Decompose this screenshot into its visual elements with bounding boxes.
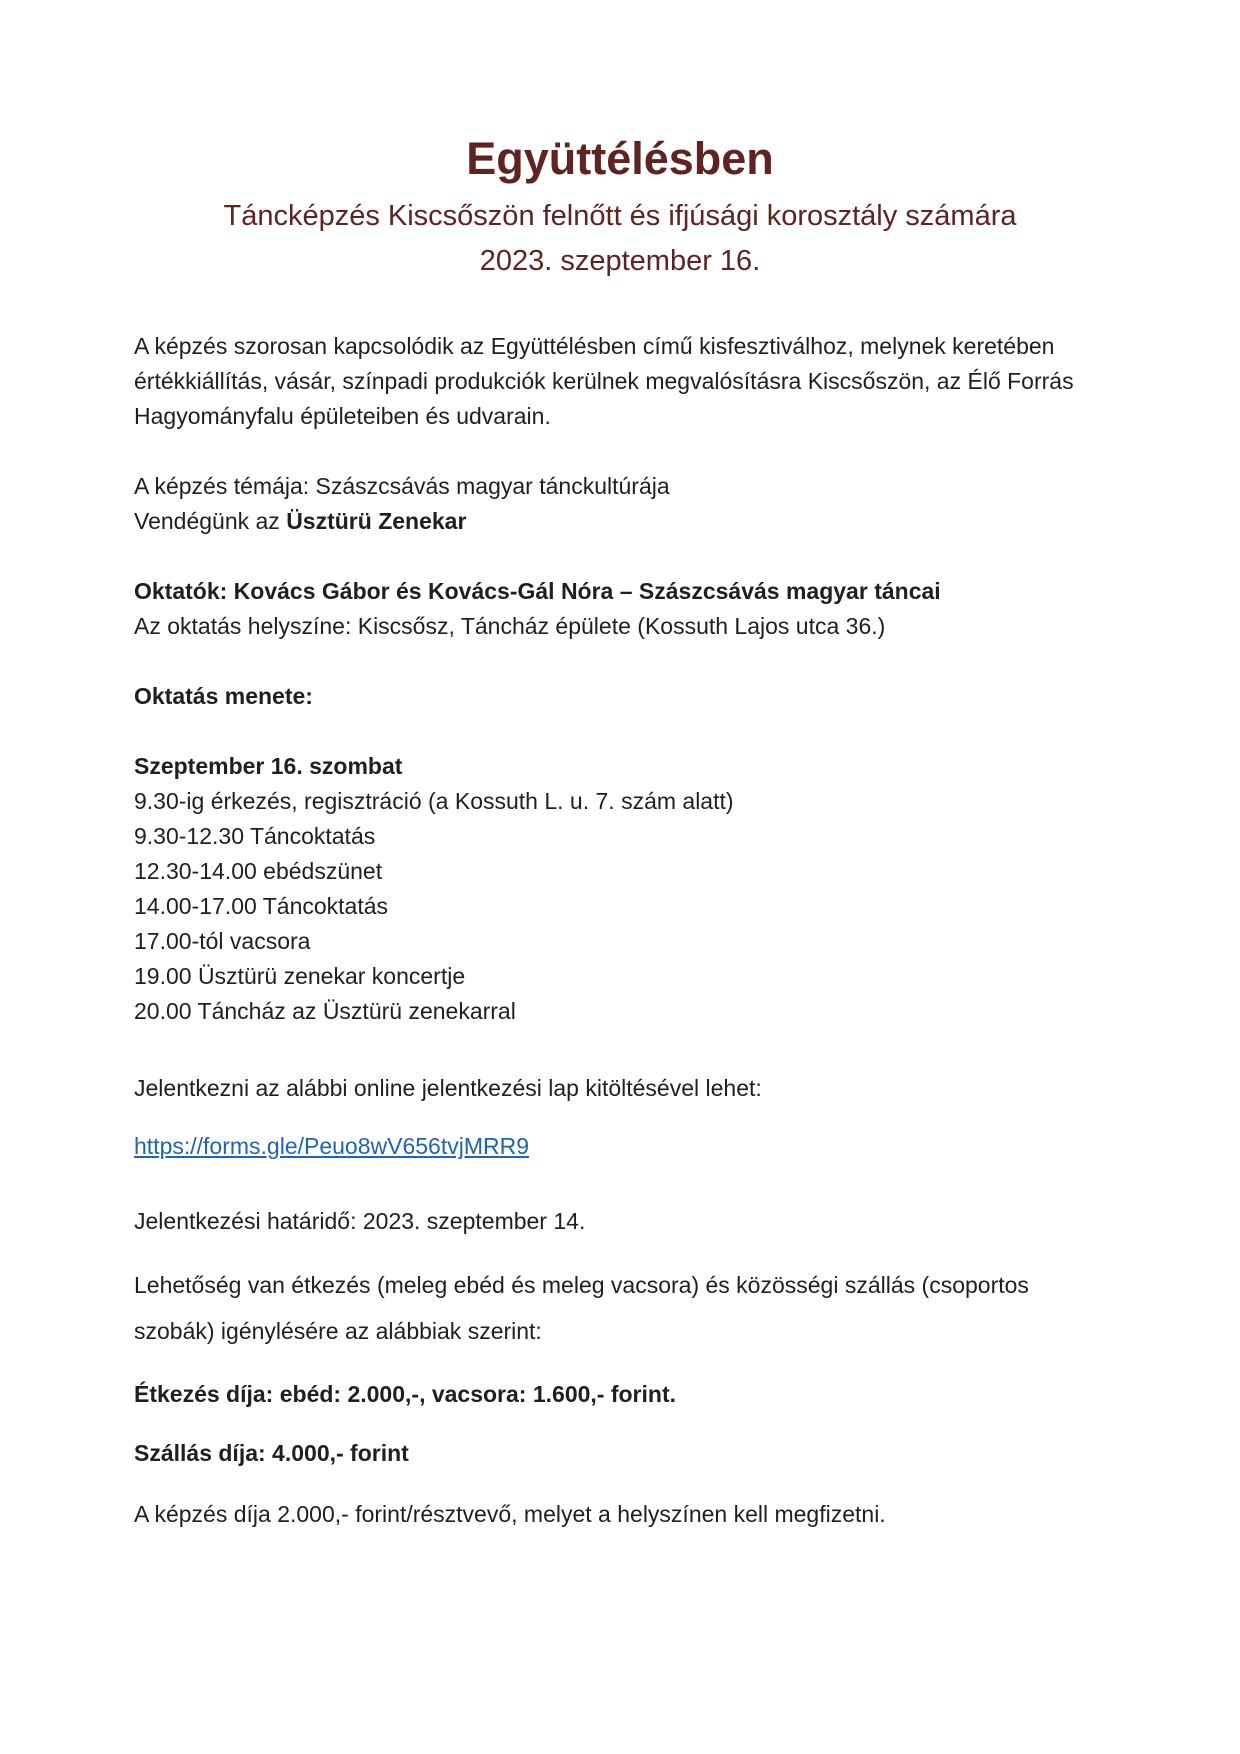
training-fee-line: A képzés díja 2.000,- forint/résztvevő, melyet a helyszínen kell megfizetni. [134, 1501, 886, 1527]
location-line: Az oktatás helyszíne: Kiscsősz, Táncház épülete (Kossuth Lajos utca 36.) [134, 613, 886, 639]
topic-block [134, 469, 1109, 539]
intro-paragraph: A képzés szorosan kapcsolódik az Együttélésben című kisfesztiválhoz, melynek keretében értékkiállítás, vásár, színpadi produkciók kerülnek megvalósításra Kiscsőszön, az Élő Forrás Hagyományfalu épületeiben és udvarain. [134, 333, 1074, 429]
page-subtitle [0, 194, 1240, 284]
schedule-heading: Oktatás menete: [134, 683, 313, 709]
instructors-block [134, 574, 1109, 644]
schedule-item: 19.00 Üsztürü zenekar koncertje [134, 963, 466, 989]
schedule-block [134, 749, 1109, 1029]
schedule-item: 14.00-17.00 Táncoktatás [134, 893, 389, 919]
schedule-item: 9.30-ig érkezés, regisztráció (a Kossuth L. u. 7. szám alatt) [134, 788, 734, 814]
schedule-day-heading: Szeptember 16. szombat [134, 753, 403, 779]
guest-band-name: Üsztürü Zenekar [286, 508, 467, 534]
training-theme-line: A képzés témája: Szászcsávás magyar tánckultúrája [134, 473, 670, 499]
schedule-item: 12.30-14.00 ebédszünet [134, 858, 383, 884]
registration-form-link[interactable]: https://forms.gle/Peuo8wV656tvjMRR9 [134, 1133, 530, 1159]
meals-fee-line: Étkezés díja: ebéd: 2.000,-, vacsora: 1.600,- forint. [134, 1381, 676, 1407]
schedule-item: 20.00 Táncház az Üsztürü zenekarral [134, 998, 516, 1024]
registration-deadline-line: Jelentkezési határidő: 2023. szeptember 14. [134, 1208, 586, 1234]
page-title: Együttélésben [466, 133, 774, 184]
schedule-item: 17.00-tól vacsora [134, 928, 311, 954]
subtitle-line-2: 2023. szeptember 16. [479, 245, 761, 277]
instructors-line: Oktatók: Kovács Gábor és Kovács-Gál Nóra – Szászcsávás magyar táncai [134, 578, 941, 604]
registration-intro-line: Jelentkezni az alábbi online jelentkezési lap kitöltésével lehet: [134, 1075, 762, 1101]
registration-link-line [134, 1129, 1109, 1164]
document-header [0, 0, 1240, 284]
schedule-item: 9.30-12.30 Táncoktatás [134, 823, 376, 849]
document-body [134, 329, 1109, 1532]
guest-line [134, 504, 1109, 539]
subtitle-line-1: Táncképzés Kiscsőszön felnőtt és ifjúsági korosztály számára [223, 200, 1017, 232]
lodging-fee-line: Szállás díja: 4.000,- forint [134, 1440, 409, 1466]
guest-line-prefix: Vendégünk az [134, 508, 287, 534]
services-paragraph: Lehetőség van étkezés (meleg ebéd és meleg vacsora) és közösségi szállás (csoportos szobák) igénylésére az alábbiak szerint: [134, 1272, 1029, 1344]
